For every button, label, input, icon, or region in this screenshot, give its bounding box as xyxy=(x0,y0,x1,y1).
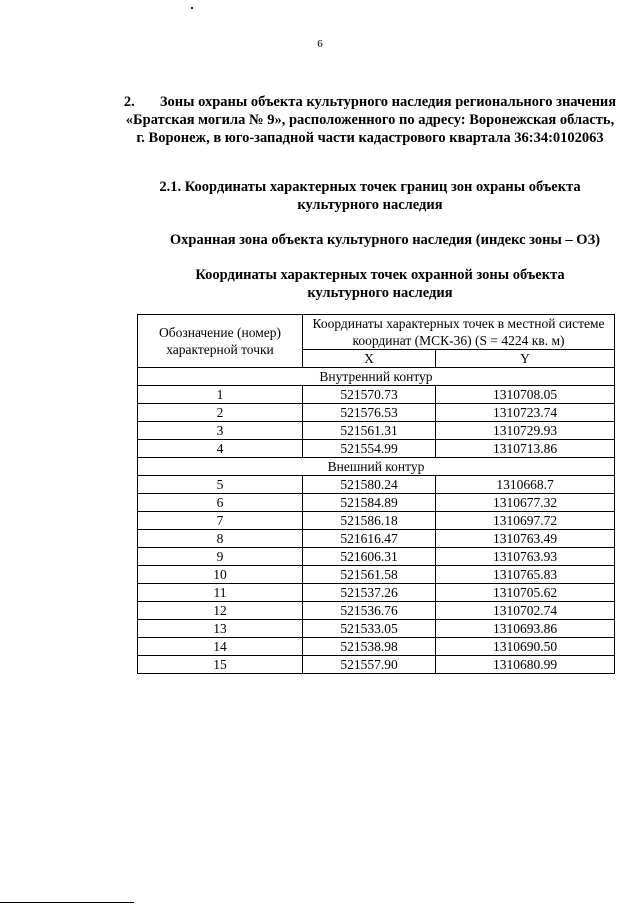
x-value: 521584.89 xyxy=(303,494,436,512)
point-number: 7 xyxy=(138,512,303,530)
point-number: 2 xyxy=(138,404,303,422)
zone-heading: Охранная зона объекта культурного наследия (индекс зоны – ОЗ) xyxy=(169,232,601,248)
y-value: 1310697.72 xyxy=(436,512,615,530)
y-value: 1310680.99 xyxy=(436,656,615,674)
table-row xyxy=(138,530,615,548)
point-number: 6 xyxy=(138,494,303,512)
point-number: 11 xyxy=(138,584,303,602)
table-row xyxy=(138,620,615,638)
table-body xyxy=(138,368,615,674)
table-heading: Координаты характерных точек охранной зоны объекта культурного наследия xyxy=(195,267,565,301)
x-value: 521586.18 xyxy=(303,512,436,530)
table-row xyxy=(138,602,615,620)
point-number: 14 xyxy=(138,638,303,656)
x-value: 521557.90 xyxy=(303,656,436,674)
point-number: 9 xyxy=(138,548,303,566)
header-y: Y xyxy=(436,350,615,368)
point-number: 4 xyxy=(138,440,303,458)
y-value: 1310693.86 xyxy=(436,620,615,638)
inner-contour-label: Внутренний контур xyxy=(138,368,615,386)
y-value: 1310668.7 xyxy=(436,476,615,494)
y-value: 1310702.74 xyxy=(436,602,615,620)
x-value: 521561.31 xyxy=(303,422,436,440)
x-value: 521616.47 xyxy=(303,530,436,548)
point-number: 13 xyxy=(138,620,303,638)
point-number: 10 xyxy=(138,566,303,584)
y-value: 1310723.74 xyxy=(436,404,615,422)
x-value: 521538.98 xyxy=(303,638,436,656)
header-point: Обозначение (номер) характерной точки xyxy=(138,315,303,368)
x-value: 521536.76 xyxy=(303,602,436,620)
point-number: 8 xyxy=(138,530,303,548)
table-row xyxy=(138,584,615,602)
point-number: 5 xyxy=(138,476,303,494)
table-row xyxy=(138,548,615,566)
point-number: 1 xyxy=(138,386,303,404)
y-value: 1310763.93 xyxy=(436,548,615,566)
x-value: 521570.73 xyxy=(303,386,436,404)
coordinates-table xyxy=(137,314,615,674)
x-value: 521533.05 xyxy=(303,620,436,638)
table-row xyxy=(138,494,615,512)
x-value: 521606.31 xyxy=(303,548,436,566)
table-row xyxy=(138,476,615,494)
section-number: 2. xyxy=(123,94,135,110)
x-value: 521537.26 xyxy=(303,584,436,602)
table-row xyxy=(138,422,615,440)
section-heading xyxy=(120,93,620,147)
y-value: 1310708.05 xyxy=(436,386,615,404)
x-value: 521554.99 xyxy=(303,440,436,458)
table-row xyxy=(138,386,615,404)
table-row xyxy=(138,656,615,674)
table-row xyxy=(138,440,615,458)
y-value: 1310765.83 xyxy=(436,566,615,584)
header-coordinates: Координаты характерных точек в местной системе координат (МСК-36) (S = 4224 кв. м) xyxy=(303,315,615,350)
page-number: 6 xyxy=(317,38,323,50)
speck-mark xyxy=(191,7,193,9)
x-value: 521580.24 xyxy=(303,476,436,494)
outer-contour-label: Внешний контур xyxy=(138,458,615,476)
table-row xyxy=(138,638,615,656)
y-value: 1310705.62 xyxy=(436,584,615,602)
point-number: 15 xyxy=(138,656,303,674)
header-x: X xyxy=(303,350,436,368)
y-value: 1310713.86 xyxy=(436,440,615,458)
point-number: 12 xyxy=(138,602,303,620)
x-value: 521561.58 xyxy=(303,566,436,584)
y-value: 1310677.32 xyxy=(436,494,615,512)
subsection-heading: 2.1. Координаты характерных точек границ зон охраны объекта культурного наследия xyxy=(159,179,581,213)
x-value: 521576.53 xyxy=(303,404,436,422)
point-number: 3 xyxy=(138,422,303,440)
table-row xyxy=(138,512,615,530)
y-value: 1310763.49 xyxy=(436,530,615,548)
y-value: 1310729.93 xyxy=(436,422,615,440)
table-row xyxy=(138,404,615,422)
section-title: Зоны охраны объекта культурного наследия регионального значения «Братская могила № 9», расположенного по адресу: Воронежская область, г. Воронеж, в юго-западной части кадастрового квартала 36:34:0102063 xyxy=(125,94,617,146)
y-value: 1310690.50 xyxy=(436,638,615,656)
footnote-divider xyxy=(0,902,134,903)
table-row xyxy=(138,566,615,584)
